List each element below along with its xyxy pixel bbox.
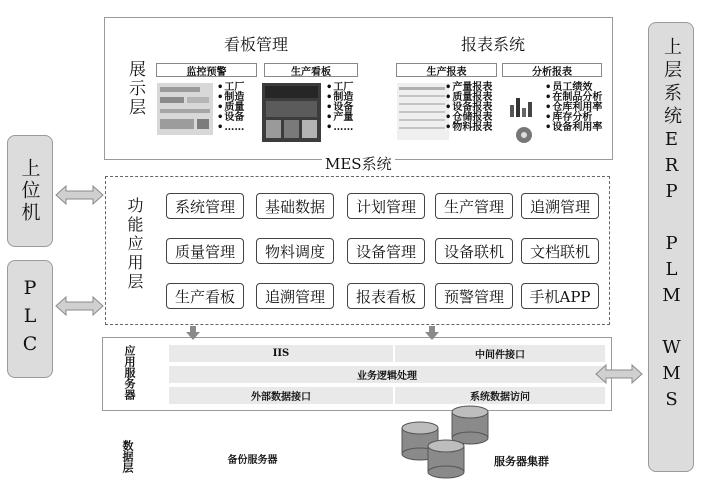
module-quality-management: 质量管理	[166, 238, 244, 264]
iis-cell: IIS	[169, 345, 393, 362]
plc-box	[7, 260, 53, 378]
production-report-item: • 产量报表	[445, 83, 492, 93]
application-server-layer	[102, 337, 612, 411]
kanban-title: 看板管理	[224, 35, 289, 54]
board-thumbnail-graphic	[262, 83, 321, 142]
monitor-item: • 工厂	[217, 83, 244, 93]
analysis-report-item: • 库存分析	[545, 113, 602, 123]
middleware-interface-cell: 中间件接口	[395, 345, 605, 362]
backup-server-cell: 备份服务器	[170, 450, 335, 467]
production-report-thumbnail-graphic	[397, 83, 449, 140]
board-item: • ……	[326, 123, 353, 133]
data-layer-label: 数据层	[121, 440, 134, 473]
monitor-item: • 制造	[217, 93, 244, 103]
tab-production-report: 生产报表	[396, 63, 497, 77]
production-report-item-list	[445, 83, 492, 133]
system-data-access-cell: 系统数据访问	[395, 387, 605, 404]
production-report-thumbnail	[397, 83, 449, 140]
board-item: • 产量	[326, 113, 353, 123]
module-mobile-app: 手机APP	[521, 283, 599, 309]
analysis-report-thumbnail	[506, 83, 542, 148]
report-title: 报表系统	[461, 35, 526, 54]
monitor-thumbnail	[157, 83, 213, 135]
analysis-report-item: • 员工绩效	[545, 83, 602, 93]
module-material-dispatch: 物料调度	[256, 238, 334, 264]
module-equipment-online: 设备联机	[435, 238, 513, 264]
module-plan-management: 计划管理	[347, 193, 425, 219]
module-traceability-management-2: 追溯管理	[256, 283, 334, 309]
external-data-interface-cell: 外部数据接口	[169, 387, 393, 404]
analysis-report-item: • 设备利用率	[545, 123, 602, 133]
upper-system-box	[648, 22, 694, 472]
monitor-thumbnail-graphic	[157, 83, 213, 135]
plc-label: PLC	[19, 277, 41, 361]
module-system-management: 系统管理	[166, 193, 244, 219]
module-document-online: 文档联机	[521, 238, 599, 264]
tab-monitor-warning: 监控预警	[156, 63, 257, 77]
production-report-item: • 物料报表	[445, 123, 492, 133]
module-equipment-management: 设备管理	[347, 238, 425, 264]
production-report-item: • 质量报表	[445, 93, 492, 103]
presentation-layer-label: 展示层	[125, 60, 145, 117]
analysis-report-item: • 仓库利用率	[545, 103, 602, 113]
board-thumbnail	[262, 83, 321, 142]
monitor-item: • 质量	[217, 103, 244, 113]
production-report-item: • 设备报表	[445, 103, 492, 113]
function-application-layer	[105, 176, 610, 325]
plc-double-arrow	[56, 297, 103, 315]
monitor-item-list	[217, 83, 244, 133]
monitor-item: • ……	[217, 123, 244, 133]
host-double-arrow	[56, 186, 103, 204]
presentation-layer	[104, 17, 613, 160]
upper-system-label: 上层系统ERP PLM WMS	[661, 37, 682, 415]
business-logic-cell: 业务逻辑处理	[169, 366, 605, 383]
function-layer-label: 功能应用层	[125, 197, 144, 292]
board-item: • 制造	[326, 93, 353, 103]
module-production-board: 生产看板	[166, 283, 244, 309]
module-alert-management: 预警管理	[435, 283, 513, 309]
host-computer-box	[7, 135, 53, 247]
board-item: • 工厂	[326, 83, 353, 93]
host-computer-label: 上位机	[18, 158, 41, 224]
analysis-report-item-list	[545, 83, 602, 133]
monitor-item: • 设备	[217, 113, 244, 123]
board-item-list	[326, 83, 353, 133]
module-traceability-management: 追溯管理	[521, 193, 599, 219]
server-layer-label: 应用服务器	[123, 345, 136, 400]
analysis-report-thumbnail-graphic	[506, 83, 542, 148]
module-production-management: 生产管理	[435, 193, 513, 219]
module-basic-data: 基础数据	[256, 193, 334, 219]
board-item: • 设备	[326, 103, 353, 113]
server-cluster-label: 服务器集群	[494, 455, 549, 468]
server-cluster-icon	[402, 406, 488, 478]
mes-system-label: MES系统	[322, 153, 395, 174]
tab-analysis-report: 分析报表	[502, 63, 602, 77]
module-report-board: 报表看板	[347, 283, 425, 309]
production-report-item: • 仓储报表	[445, 113, 492, 123]
analysis-report-item: • 在制品分析	[545, 93, 602, 103]
tab-production-board: 生产看板	[264, 63, 358, 77]
